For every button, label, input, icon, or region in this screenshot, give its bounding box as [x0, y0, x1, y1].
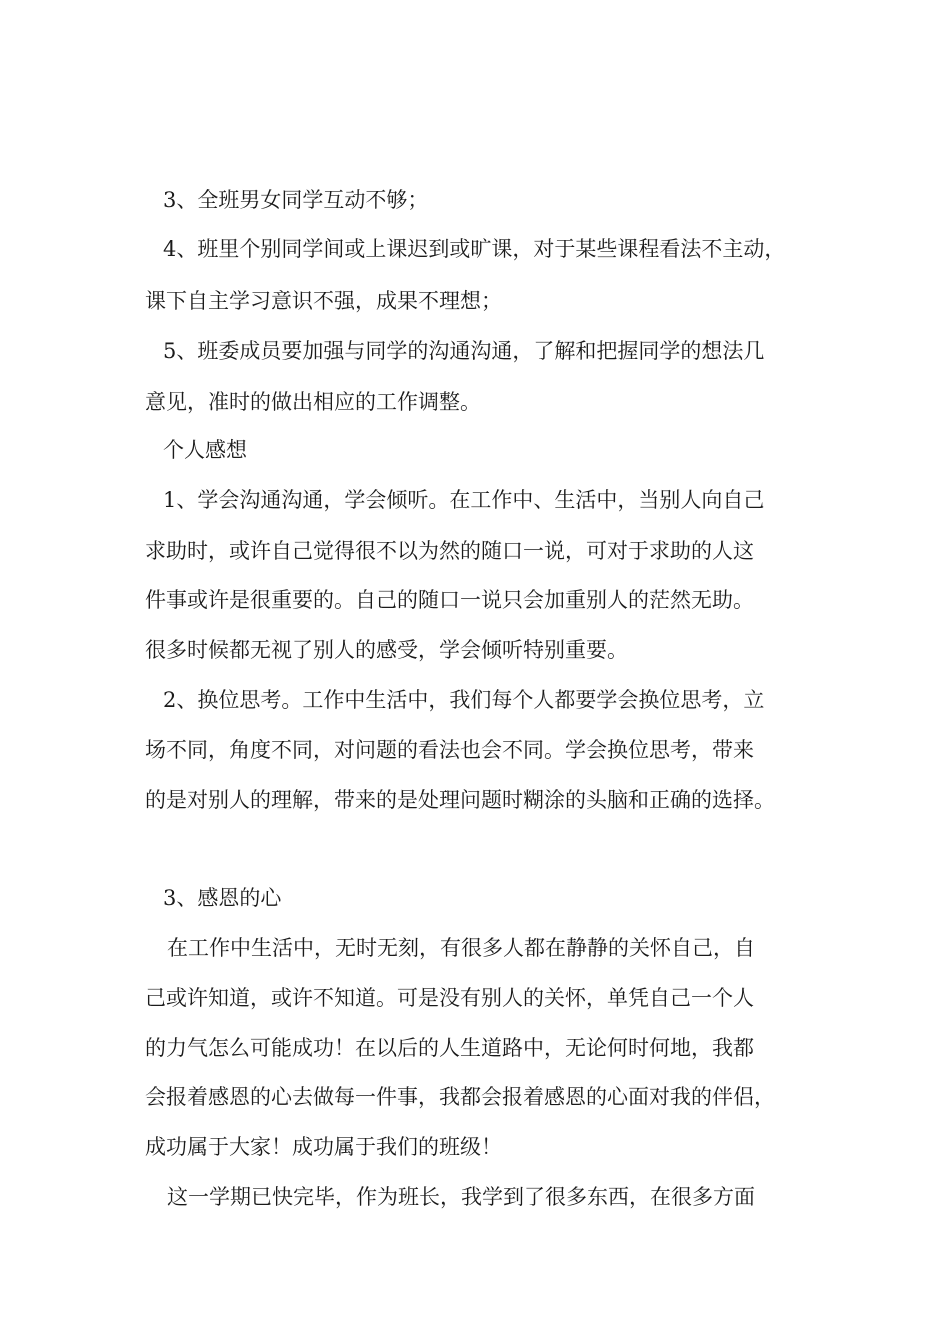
closing-line-1: 这一学期已快完毕，作为班长，我学到了很多东西，在很多方面 [167, 1185, 755, 1209]
item-5-line-2: 意见，准时的做出相应的工作调整。 [145, 390, 481, 414]
point-1-line-4: 很多时候都无视了别人的感受，学会倾听特别重要。 [145, 638, 628, 662]
section-heading: 个人感想 [163, 438, 247, 462]
point-3-heading: 3、感恩的心 [163, 886, 282, 910]
point-2-line-1: 2、换位思考。工作中生活中，我们每个人都要学会换位思考，立 [163, 688, 765, 712]
point-3-line-1: 在工作中生活中，无时无刻，有很多人都在静静的关怀自己，自 [167, 936, 755, 960]
point-3-line-3: 的力气怎么可能成功！在以后的人生道路中，无论何时何地，我都 [145, 1036, 754, 1060]
item-4-line-2: 课下自主学习意识不强，成果不理想； [145, 289, 502, 313]
point-1-line-3: 件事或许是很重要的。自己的随口一说只会加重别人的茫然无助。 [145, 588, 754, 612]
point-3-line-4: 会报着感恩的心去做每一件事，我都会报着感恩的心面对我的伴侣， [145, 1085, 775, 1109]
point-1-line-1: 1、学会沟通沟通，学会倾听。在工作中、生活中，当别人向自己 [163, 488, 765, 512]
point-2-line-3: 的是对别人的理解，带来的是处理问题时糊涂的头脑和正确的选择。 [145, 788, 775, 812]
point-3-line-5: 成功属于大家！成功属于我们的班级！ [145, 1135, 502, 1159]
point-3-line-2: 己或许知道，或许不知道。可是没有别人的关怀，单凭自己一个人 [145, 986, 754, 1010]
item-3-line: 3、全班男女同学互动不够； [163, 188, 429, 212]
item-4-line-1: 4、班里个别同学间或上课迟到或旷课，对于某些课程看法不主动， [163, 237, 786, 261]
point-2-line-2: 场不同，角度不同，对问题的看法也会不同。学会换位思考，带来 [145, 738, 754, 762]
point-1-line-2: 求助时，或许自己觉得很不以为然的随口一说，可对于求助的人这 [145, 539, 754, 563]
item-5-line-1: 5、班委成员要加强与同学的沟通沟通，了解和把握同学的想法几 [163, 339, 765, 363]
